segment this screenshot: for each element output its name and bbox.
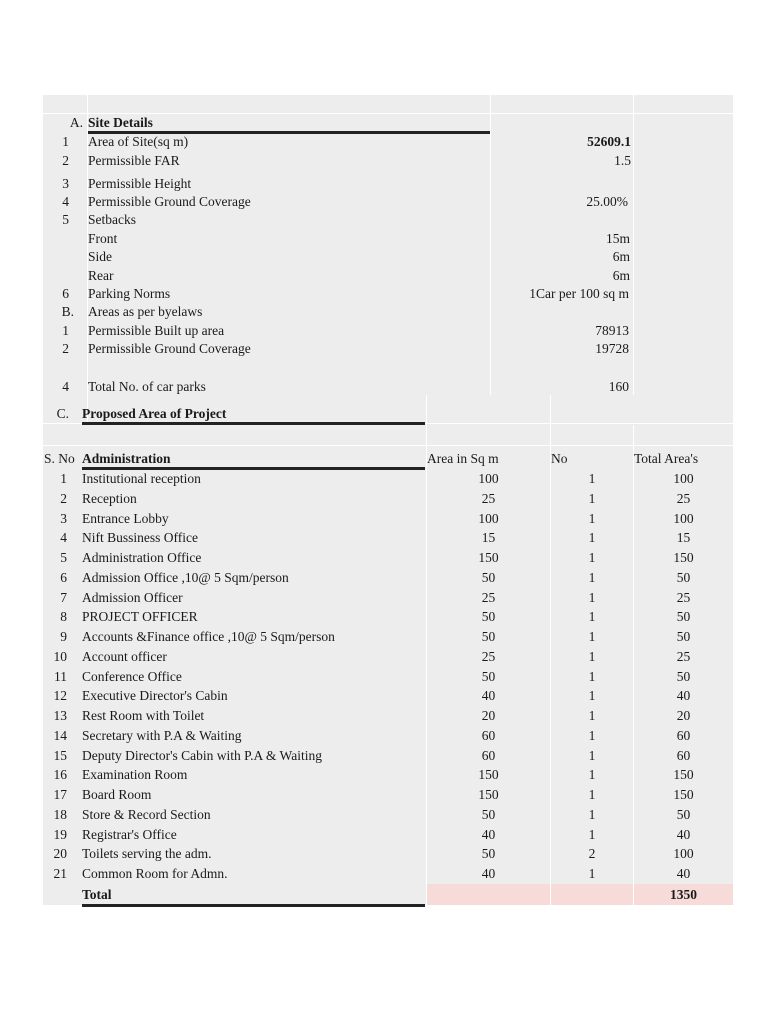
cell-sno: 2 — [60, 490, 67, 506]
cell-name: Account officer — [82, 648, 167, 664]
admin-table-header — [43, 449, 733, 468]
cell-no: 2 — [588, 846, 596, 862]
cell-name: Admission Officer — [82, 589, 183, 605]
table-row — [43, 746, 733, 765]
cell-area: 50 — [481, 609, 496, 625]
cell-total: 60 — [676, 747, 691, 763]
cell-name: Deputy Director's Cabin with P.A & Waiting — [82, 747, 322, 763]
cell-sno: 12 — [53, 688, 67, 704]
table-row — [43, 785, 733, 804]
cell-name: Common Room for Admn. — [82, 866, 228, 881]
cell-no: 1 — [588, 688, 596, 704]
table-row — [43, 686, 733, 705]
cell-total: 25 — [676, 490, 691, 506]
total-value: 1350 — [670, 887, 697, 902]
col-header-total: Total Area's — [634, 451, 699, 466]
cell-sno: 7 — [60, 589, 67, 605]
cell-area: 25 — [481, 648, 496, 664]
cell-total: 40 — [676, 826, 691, 842]
cell-area: 100 — [478, 510, 499, 526]
site-row: 4 Permissible Ground Coverage 25.00% — [62, 194, 628, 209]
cell-sno: 21 — [53, 866, 67, 881]
cell-name: Examination Room — [82, 767, 188, 783]
cell-sno: 11 — [54, 668, 67, 684]
cell-no: 1 — [588, 648, 596, 664]
cell-area: 50 — [481, 806, 496, 822]
cell-name: Nift Bussiness Office — [82, 530, 198, 546]
cell-total: 60 — [676, 727, 691, 743]
col-header-sno: S. No — [44, 451, 75, 466]
cell-total: 100 — [673, 510, 694, 526]
cell-total: 50 — [676, 569, 691, 585]
cell-area: 40 — [481, 826, 496, 842]
table-row — [43, 706, 733, 725]
cell-name: Conference Office — [82, 668, 182, 684]
cell-sno: 14 — [53, 727, 67, 743]
site-row: 2 Permissible FAR 1.5 — [62, 153, 631, 168]
cell-name: Board Room — [82, 787, 152, 802]
cell-area: 60 — [481, 747, 496, 763]
col-header-name: Administration — [82, 451, 171, 466]
cell-total: 100 — [673, 846, 694, 862]
table-row — [43, 607, 733, 626]
cell-total: 100 — [673, 471, 694, 486]
cell-sno: 19 — [53, 826, 67, 842]
cell-no: 1 — [588, 550, 596, 565]
cell-no: 1 — [588, 629, 596, 644]
cell-no: 1 — [588, 530, 596, 546]
table-row — [43, 726, 733, 745]
cell-area: 150 — [478, 550, 499, 565]
cell-no: 1 — [588, 767, 596, 783]
cell-no: 1 — [588, 471, 596, 486]
cell-no: 1 — [588, 747, 596, 763]
spreadsheet-sheet — [43, 95, 733, 905]
cell-no: 1 — [588, 490, 596, 506]
cell-sno: 18 — [53, 806, 67, 822]
cell-sno: 3 — [60, 510, 67, 526]
cell-area: 150 — [478, 787, 499, 802]
section-prefix: A. — [69, 115, 83, 130]
site-row: Side 6m — [88, 249, 630, 264]
cell-total: 150 — [673, 787, 694, 802]
cell-no: 1 — [588, 727, 596, 743]
table-row — [43, 647, 733, 666]
cell-area: 50 — [481, 846, 496, 862]
cell-total: 25 — [676, 648, 691, 664]
cell-area: 20 — [481, 708, 496, 723]
byelaws-row: 2 Permissible Ground Coverage 19728 — [62, 341, 629, 356]
cell-name: Secretary with P.A & Waiting — [82, 727, 242, 743]
table-row — [43, 509, 733, 528]
cell-sno: 8 — [60, 609, 67, 625]
cell-total: 50 — [676, 668, 691, 684]
table-row — [43, 528, 733, 547]
cell-area: 60 — [481, 727, 496, 743]
cell-total: 40 — [676, 688, 691, 704]
cell-total: 40 — [676, 866, 691, 881]
cell-no: 1 — [588, 866, 596, 881]
cell-sno: 13 — [53, 708, 67, 723]
table-row — [43, 765, 733, 784]
cell-sno: 17 — [53, 787, 67, 802]
cell-no: 1 — [588, 510, 596, 526]
cell-area: 40 — [481, 688, 496, 704]
cell-no: 1 — [588, 569, 596, 585]
site-row: Rear 6m — [88, 268, 630, 283]
table-row — [43, 864, 733, 883]
cell-area: 100 — [478, 471, 499, 486]
cell-name: Entrance Lobby — [82, 510, 169, 526]
proposed-heading-row: C. Proposed Area of Project — [56, 406, 227, 421]
col-header-area: Area in Sq m — [427, 451, 499, 466]
byelaws-heading-row: B. Areas as per byelaws — [61, 304, 203, 319]
site-details-heading: Site Details — [88, 115, 153, 130]
cell-name: Rest Room with Toilet — [82, 708, 205, 723]
cell-sno: 6 — [60, 569, 67, 585]
total-underline — [82, 904, 425, 907]
cell-area: 15 — [481, 530, 496, 546]
byelaws-heading: Areas as per byelaws — [88, 304, 203, 319]
table-row — [43, 568, 733, 587]
cell-area: 25 — [481, 490, 496, 506]
grid-line — [43, 445, 733, 446]
car-parks-row: 4 Total No. of car parks 160 — [62, 379, 629, 394]
cell-sno: 4 — [60, 530, 67, 546]
cell-name: Store & Record Section — [82, 806, 211, 822]
table-row — [43, 548, 733, 567]
cell-no: 1 — [588, 787, 596, 802]
cell-total: 150 — [673, 767, 694, 783]
cell-name: Executive Director's Cabin — [82, 688, 228, 704]
cell-total: 50 — [676, 609, 691, 625]
cell-no: 1 — [588, 668, 596, 684]
cell-area: 50 — [481, 668, 496, 684]
cell-sno: 1 — [60, 471, 67, 486]
site-row: 1 Area of Site(sq m) 52609.1 — [62, 134, 631, 149]
table-row — [43, 844, 733, 863]
site-row: 3 Permissible Height — [62, 176, 192, 191]
site-row: 5 Setbacks — [62, 212, 136, 227]
total-row — [43, 885, 733, 904]
heading-underline — [82, 422, 425, 425]
table-row — [43, 627, 733, 646]
cell-name: Administration Office — [82, 550, 202, 565]
site-row: Front 15m — [88, 231, 630, 246]
byelaws-row: 1 Permissible Built up area 78913 — [62, 323, 629, 338]
cell-sno: 10 — [53, 648, 67, 664]
cell-sno: 16 — [53, 767, 67, 783]
cell-area: 50 — [481, 569, 496, 585]
site-details-heading-row — [43, 113, 733, 132]
cell-total: 50 — [676, 806, 691, 822]
cell-area: 150 — [478, 767, 499, 783]
cell-name: Accounts &Finance office ,10@ 5 Sqm/person — [82, 629, 335, 644]
table-row — [43, 469, 733, 488]
proposed-heading: Proposed Area of Project — [82, 406, 227, 421]
cell-total: 50 — [676, 629, 691, 644]
cell-no: 1 — [588, 826, 596, 842]
cell-no: 1 — [588, 609, 596, 625]
cell-name: Institutional reception — [82, 471, 201, 486]
cell-no: 1 — [588, 806, 596, 822]
cell-name: Registrar's Office — [82, 826, 177, 842]
cell-name: Reception — [82, 490, 137, 506]
cell-sno: 20 — [53, 846, 67, 862]
cell-area: 50 — [481, 629, 496, 644]
cell-no: 1 — [588, 589, 596, 605]
cell-area: 25 — [481, 589, 496, 605]
table-row — [43, 667, 733, 686]
table-row — [43, 489, 733, 508]
cell-total: 25 — [676, 589, 691, 605]
cell-area: 40 — [481, 866, 496, 881]
total-label: Total — [82, 887, 112, 902]
col-header-no: No — [551, 451, 568, 466]
cell-name: PROJECT OFFICER — [82, 609, 198, 625]
site-row: 6 Parking Norms 1Car per 100 sq m — [62, 286, 629, 301]
cell-total: 15 — [676, 530, 691, 546]
cell-no: 1 — [588, 708, 596, 723]
cell-name: Toilets serving the adm. — [82, 846, 212, 862]
table-row — [43, 588, 733, 607]
cell-total: 20 — [676, 708, 691, 723]
cell-sno: 5 — [60, 550, 67, 565]
cell-sno: 9 — [60, 629, 67, 644]
table-row — [43, 825, 733, 844]
cell-sno: 15 — [53, 747, 67, 763]
cell-name: Admission Office ,10@ 5 Sqm/person — [82, 569, 289, 585]
cell-total: 150 — [673, 550, 694, 565]
table-row — [43, 805, 733, 824]
